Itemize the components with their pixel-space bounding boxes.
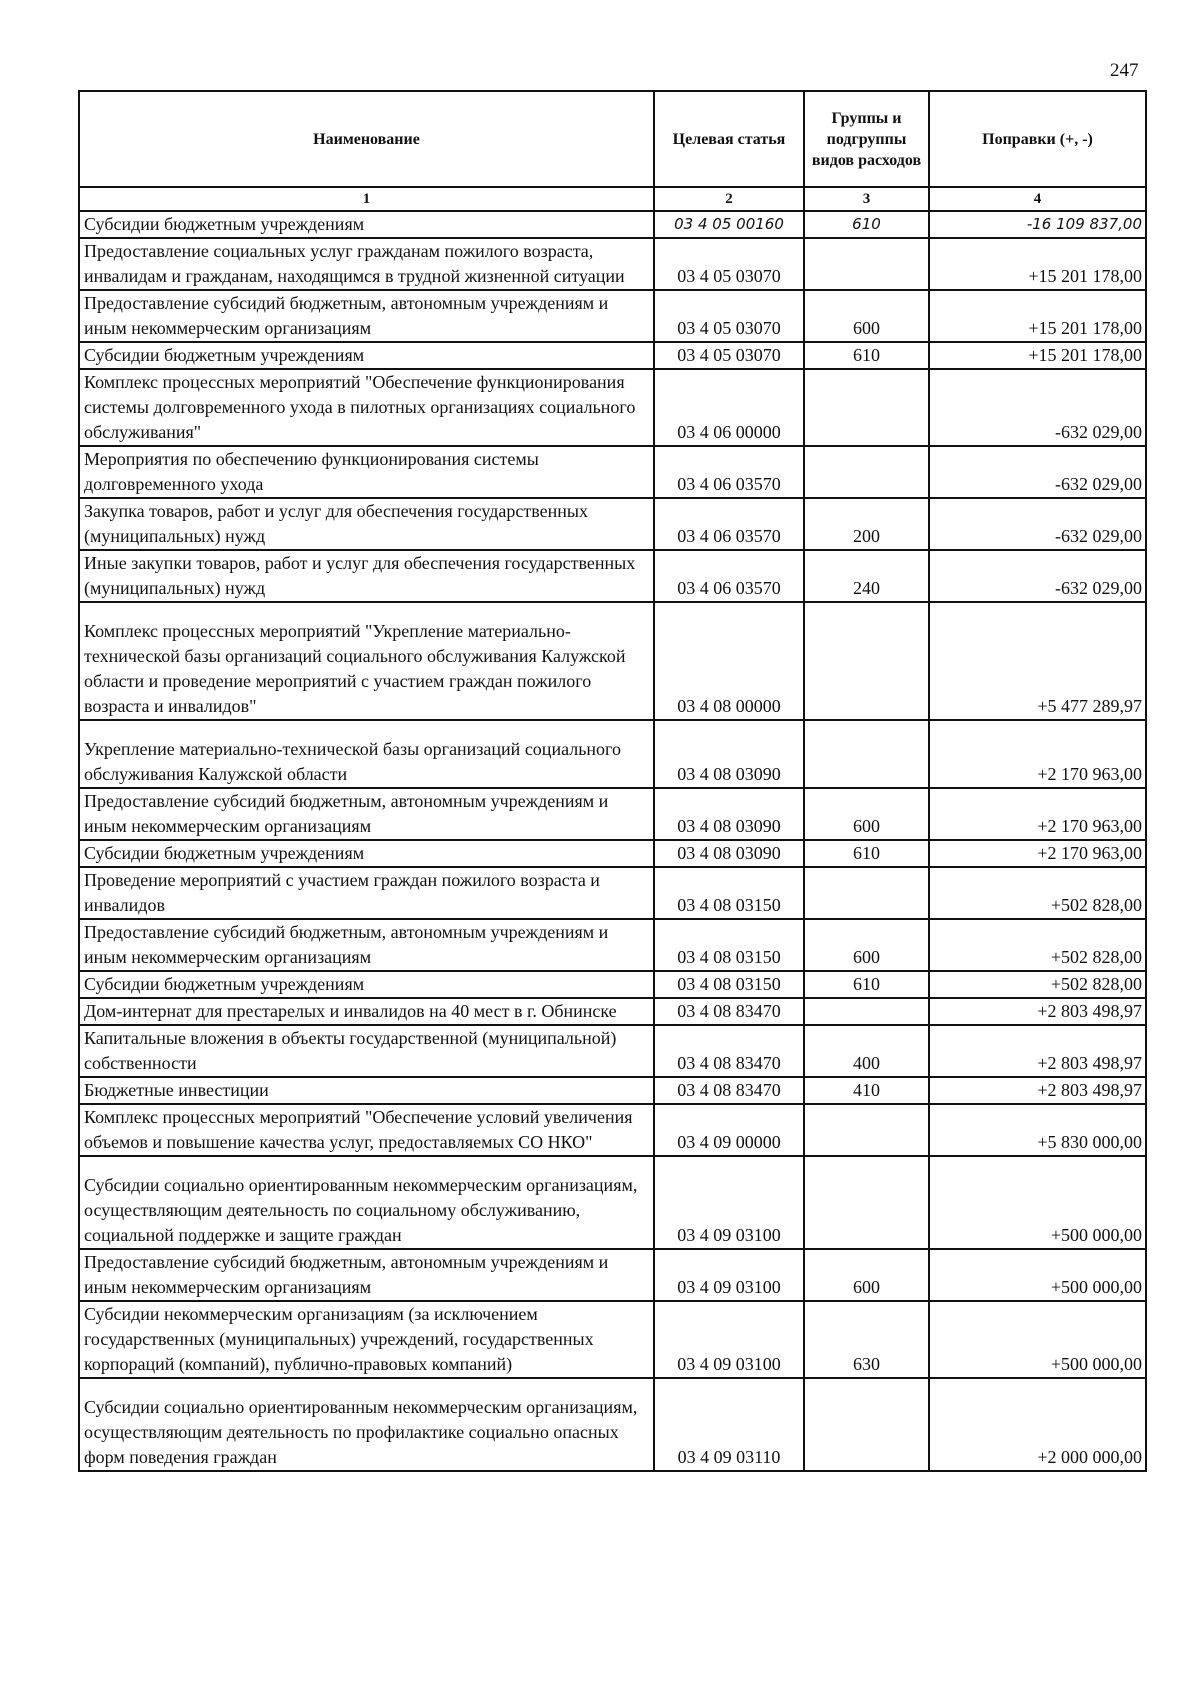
header-num-1: 1 — [79, 187, 654, 211]
table-row — [79, 1156, 1146, 1249]
row-amount: +502 828,00 — [929, 867, 1146, 919]
page-number: 247 — [1110, 60, 1139, 81]
row-name: Предоставление субсидий бюджетным, автономным учреждениям и иным некоммерческим организациям — [79, 919, 654, 971]
row-group: 610 — [804, 342, 929, 369]
row-amount: +2 803 498,97 — [929, 998, 1146, 1025]
row-name: Дом-интернат для престарелых и инвалидов на 40 мест в г. Обнинске — [79, 998, 654, 1025]
row-amount: -16 109 837,00 — [929, 211, 1146, 238]
table-row — [79, 550, 1146, 602]
row-amount: -632 029,00 — [929, 369, 1146, 446]
row-group: 240 — [804, 550, 929, 602]
header-row — [79, 91, 1146, 187]
row-amount: -632 029,00 — [929, 550, 1146, 602]
row-code: 03 4 05 03070 — [654, 238, 804, 290]
row-name: Предоставление социальных услуг гражданам пожилого возраста, инвалидам и гражданам, находящимся в трудной жизненной ситуации — [79, 238, 654, 290]
table-row — [79, 867, 1146, 919]
table-row — [79, 1249, 1146, 1301]
row-group — [804, 1156, 929, 1249]
row-name: Проведение мероприятий с участием граждан пожилого возраста и инвалидов — [79, 867, 654, 919]
table-row — [79, 1301, 1146, 1378]
row-amount: +500 000,00 — [929, 1301, 1146, 1378]
row-name: Комплекс процессных мероприятий "Обеспечение условий увеличения объемов и повышение качества услуг, предоставляемых СО НКО" — [79, 1104, 654, 1156]
row-code: 03 4 08 03150 — [654, 867, 804, 919]
row-amount: -632 029,00 — [929, 498, 1146, 550]
row-group — [804, 446, 929, 498]
table-row — [79, 788, 1146, 840]
row-code: 03 4 08 03090 — [654, 720, 804, 788]
row-name: Комплекс процессных мероприятий "Обеспечение функционирования системы долговременного ухода в пилотных организациях социального обслуживания" — [79, 369, 654, 446]
row-name: Закупка товаров, работ и услуг для обеспечения государственных (муниципальных) нужд — [79, 498, 654, 550]
header-name: Наименование — [79, 91, 654, 187]
row-code: 03 4 08 00000 — [654, 602, 804, 720]
table-row — [79, 238, 1146, 290]
row-group — [804, 867, 929, 919]
table-row — [79, 211, 1146, 238]
table-row — [79, 342, 1146, 369]
row-group: 410 — [804, 1077, 929, 1104]
row-code: 03 4 08 03090 — [654, 840, 804, 867]
header-groups: Группы и подгруппы видов расходов — [804, 91, 929, 187]
table-row — [79, 1077, 1146, 1104]
row-code: 03 4 09 03100 — [654, 1156, 804, 1249]
row-group — [804, 720, 929, 788]
row-code: 03 4 06 03570 — [654, 498, 804, 550]
row-amount: +2 803 498,97 — [929, 1025, 1146, 1077]
row-name: Предоставление субсидий бюджетным, автономным учреждениям и иным некоммерческим организациям — [79, 290, 654, 342]
row-code: 03 4 08 83470 — [654, 1025, 804, 1077]
table-row — [79, 1378, 1146, 1471]
row-amount: +15 201 178,00 — [929, 342, 1146, 369]
row-group — [804, 1378, 929, 1471]
header-target: Целевая статья — [654, 91, 804, 187]
table-row — [79, 498, 1146, 550]
table-row — [79, 446, 1146, 498]
table-row — [79, 1025, 1146, 1077]
row-amount: +2 170 963,00 — [929, 840, 1146, 867]
row-name: Предоставление субсидий бюджетным, автономным учреждениям и иным некоммерческим организациям — [79, 788, 654, 840]
table-row — [79, 971, 1146, 998]
row-group — [804, 369, 929, 446]
row-amount: +2 803 498,97 — [929, 1077, 1146, 1104]
row-group — [804, 602, 929, 720]
row-name: Субсидии социально ориентированным некоммерческим организациям, осуществляющим деятельность по социальному обслуживанию, социальной поддержке и защите граждан — [79, 1156, 654, 1249]
row-name: Мероприятия по обеспечению функционирования системы долговременного ухода — [79, 446, 654, 498]
table-row — [79, 840, 1146, 867]
header-amendments: Поправки (+, -) — [929, 91, 1146, 187]
row-code: 03 4 05 00160 — [654, 211, 804, 238]
row-amount: +15 201 178,00 — [929, 290, 1146, 342]
row-amount: -632 029,00 — [929, 446, 1146, 498]
row-name: Субсидии некоммерческим организациям (за исключением государственных (муниципальных) учреждений, государственных корпораций (компаний), публично-правовых компаний) — [79, 1301, 654, 1378]
table-row — [79, 290, 1146, 342]
row-name: Субсидии бюджетным учреждениям — [79, 342, 654, 369]
row-name: Субсидии социально ориентированным некоммерческим организациям, осуществляющим деятельность по профилактике социально опасных форм поведения граждан — [79, 1378, 654, 1471]
row-group: 400 — [804, 1025, 929, 1077]
table-row — [79, 919, 1146, 971]
row-group: 600 — [804, 1249, 929, 1301]
budget-table-container — [78, 90, 1145, 1472]
row-group: 610 — [804, 211, 929, 238]
row-code: 03 4 08 03090 — [654, 788, 804, 840]
header-num-3: 3 — [804, 187, 929, 211]
row-amount: +500 000,00 — [929, 1156, 1146, 1249]
table-row — [79, 998, 1146, 1025]
row-group — [804, 1104, 929, 1156]
row-amount: +2 170 963,00 — [929, 788, 1146, 840]
row-amount: +2 000 000,00 — [929, 1378, 1146, 1471]
row-name: Субсидии бюджетным учреждениям — [79, 971, 654, 998]
row-code: 03 4 06 03570 — [654, 550, 804, 602]
table-row — [79, 1104, 1146, 1156]
row-name: Иные закупки товаров, работ и услуг для обеспечения государственных (муниципальных) нужд — [79, 550, 654, 602]
row-name: Субсидии бюджетным учреждениям — [79, 840, 654, 867]
row-group: 200 — [804, 498, 929, 550]
row-amount: +5 477 289,97 — [929, 602, 1146, 720]
row-group — [804, 998, 929, 1025]
row-amount: +500 000,00 — [929, 1249, 1146, 1301]
row-group: 600 — [804, 788, 929, 840]
table-row — [79, 720, 1146, 788]
row-group: 600 — [804, 290, 929, 342]
row-group — [804, 238, 929, 290]
row-amount: +502 828,00 — [929, 971, 1146, 998]
row-name: Комплекс процессных мероприятий "Укрепление материально-технической базы организаций социального обслуживания Калужской области и проведение мероприятий с участием граждан пожилого возраста и инвалидов" — [79, 602, 654, 720]
row-code: 03 4 08 83470 — [654, 998, 804, 1025]
row-code: 03 4 08 03150 — [654, 971, 804, 998]
row-name: Бюджетные инвестиции — [79, 1077, 654, 1104]
row-group: 610 — [804, 840, 929, 867]
row-code: 03 4 08 03150 — [654, 919, 804, 971]
row-amount: +5 830 000,00 — [929, 1104, 1146, 1156]
row-name: Капитальные вложения в объекты государственной (муниципальной) собственности — [79, 1025, 654, 1077]
row-code: 03 4 06 03570 — [654, 446, 804, 498]
row-amount: +2 170 963,00 — [929, 720, 1146, 788]
header-num-2: 2 — [654, 187, 804, 211]
row-group: 600 — [804, 919, 929, 971]
row-code: 03 4 05 03070 — [654, 290, 804, 342]
row-amount: +502 828,00 — [929, 919, 1146, 971]
row-code: 03 4 09 03100 — [654, 1301, 804, 1378]
row-name: Предоставление субсидий бюджетным, автономным учреждениям и иным некоммерческим организациям — [79, 1249, 654, 1301]
row-code: 03 4 06 00000 — [654, 369, 804, 446]
header-number-row — [79, 187, 1146, 211]
table-row — [79, 369, 1146, 446]
table-row — [79, 602, 1146, 720]
row-amount: +15 201 178,00 — [929, 238, 1146, 290]
row-code: 03 4 08 83470 — [654, 1077, 804, 1104]
row-code: 03 4 09 00000 — [654, 1104, 804, 1156]
row-group: 610 — [804, 971, 929, 998]
row-code: 03 4 09 03100 — [654, 1249, 804, 1301]
row-code: 03 4 05 03070 — [654, 342, 804, 369]
row-code: 03 4 09 03110 — [654, 1378, 804, 1471]
header-num-4: 4 — [929, 187, 1146, 211]
row-name: Укрепление материально-технической базы организаций социального обслуживания Калужской области — [79, 720, 654, 788]
row-group: 630 — [804, 1301, 929, 1378]
budget-amendments-table — [78, 90, 1147, 1472]
row-name: Субсидии бюджетным учреждениям — [79, 211, 654, 238]
